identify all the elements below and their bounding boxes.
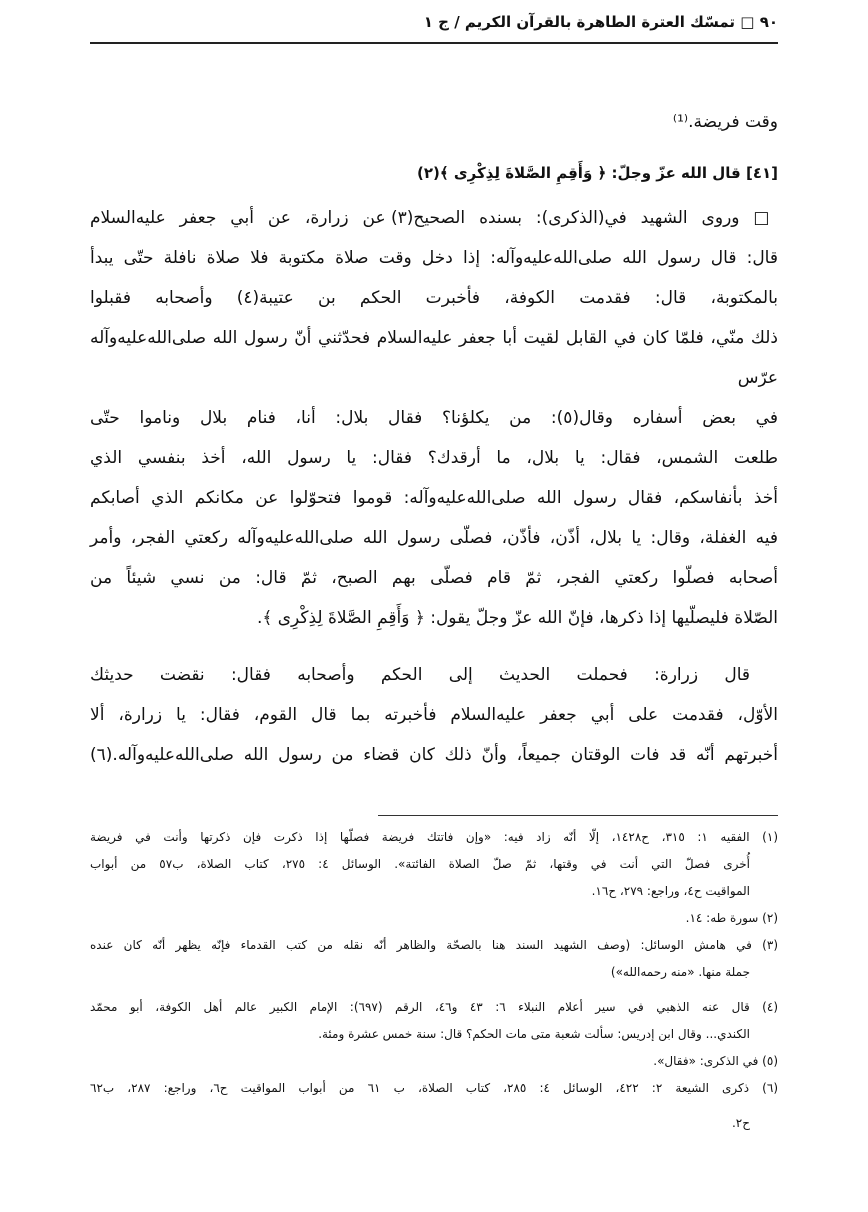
running-header: ٩٠ □ تمسّك العترة الطاهرة بالقرآن الكريم / ج ١ [423,13,778,31]
text-line: أخذ بأنفاسكم، فقال رسول الله صلى‌الله‌عليه‌وآله: قوموا فتحوّلوا عن مكانكم الذي أصابكم [90,488,778,508]
text-line: الصّلاة فليصلّيها إذا ذكرها، فإنّ الله عزّ وجلّ يقول: ﴿ وَأَقِمِ الصَّلاةَ لِذِكْرِى ﴾. [256,608,778,628]
text-line: ذلك منّي، فلمّا كان في القابل لقيت أبا جعفر عليه‌السلام فحدّثني أنّ رسول الله صلى‌الله‌عليه‌وآله عرّس [90,328,778,388]
footnote-line: جملة منها. «منه رحمه‌الله») [610,965,750,979]
text-line: □ وروى الشهيد في(الذكرى): بسنده الصحيح(٣) عن زرارة، عن أبي جعفر عليه‌السلام [90,208,779,228]
footnote-line: (٦) ذكرى الشيعة ٢: ٤٢٢، الوسائل ٤: ٢٨٥، كتاب الصلاة، ب ٦١ من أبواب المواقيت ح٦، وراجع: ٢٨٧، ب٦٢ [90,1081,779,1095]
text-line: في بعض أسفاره وقال(٥): من يكلؤنا؟ فقال بلال: أنا، فنام بلال وناموا حتّى [90,408,778,428]
text-line: أخبرتهم أنّه قد فات الوقتان جميعاً، وأنّ ذلك كان قضاء من رسول الله صلى‌الله‌عليه‌وآله.(٦) [90,745,778,765]
text-line: طلعت الشمس، فقال: يا بلال، ما أرقدك؟ فقال: يا رسول الله، أخذ بنفسي الذي [90,448,778,468]
footnote-line: (٤) قال عنه الذهبي في سير أعلام النبلاء ٦: ٤٣ و٤٦، الرقم (٦٩٧): الإمام الكبير عالم أهل الكوفة، أبو محمّد [90,1000,779,1014]
paragraph-1 [90,198,778,638]
text-line: فيه الغفلة، وقال: يا بلال، أذّن، فأذّن، فصلّى رسول الله صلى‌الله‌عليه‌وآله ركعتي الفجر، وأمر [90,528,778,548]
text-line: قال زرارة: فحملت الحديث إلى الحكم وأصحابه فقال: نقضت حديثك [90,665,750,685]
footnote-line: أُخرى فصلّ التي أنت في وقتها، ثمّ صلّ الصلاة الفائتة». الوسائل ٤: ٢٧٥، كتاب الصلاة، ب٥٧ من أبواب [90,857,751,871]
text-line: قال: قال رسول الله صلى‌الله‌عليه‌وآله: إذا دخل وقت صلاة مكتوبة فلا صلاة نافلة حتّى يبدأ [90,248,778,268]
book-page [90,0,778,1137]
header-divider [90,42,778,44]
footnotes [90,824,778,1137]
footnote-line: الكندي... وقال ابن إدريس: سألت شعبة متى مات الحكم؟ قال: سنة خمس عشرة ومئة. [318,1027,750,1041]
footnote-line: (٢) سورة طه: ١٤. [685,911,778,925]
footnote-divider [378,815,778,816]
footnote-line: (٣) في هامش الوسائل: (وصف الشهيد السند هنا بالصحّة والظاهر أنّه نقله من كتب القدماء فإنّه يظهر أنّه كان عنده [90,938,778,952]
continuation-line: وقت فريضة.⁽¹⁾ [672,112,778,132]
text-line: أصحابه فصلّوا ركعتي الفجر، ثمّ قام فصلّى بهم الصبح، ثمّ قال: من نسي شيئاً من [90,568,778,588]
paragraph-2 [90,655,778,775]
text-line: بالمكتوبة، قال: فقدمت الكوفة، فأخبرت الحكم بن عتيبة(٤) وأصحابه فقبلوا [90,288,779,308]
footnote-line: المواقيت ح٤، وراجع: ٢٧٩، ح١٦. [591,884,750,898]
footnote-line: (٥) في الذكرى: «فقال». [653,1054,778,1068]
section-heading: [٤١] قال الله عزّ وجلّ: ﴿ وَأَقِمِ الصَّلاةَ لِذِكْرِى ﴾(٢) [417,164,778,182]
footnote-line: ح٢. [731,1116,750,1130]
footnote-line: (١) الفقيه ١: ٣١٥، ح١٤٢٨، إلّا أنّه زاد فيه: «وإن فاتتك فريضة فصلّها إذا ذكرت فإن ذكرتها وأنت في فريضة [90,830,778,844]
text-line: الأوّل، فقدمت على أبي جعفر عليه‌السلام فأخبرته بما قال القوم، فقال: يا زرارة، ألا [90,705,778,725]
